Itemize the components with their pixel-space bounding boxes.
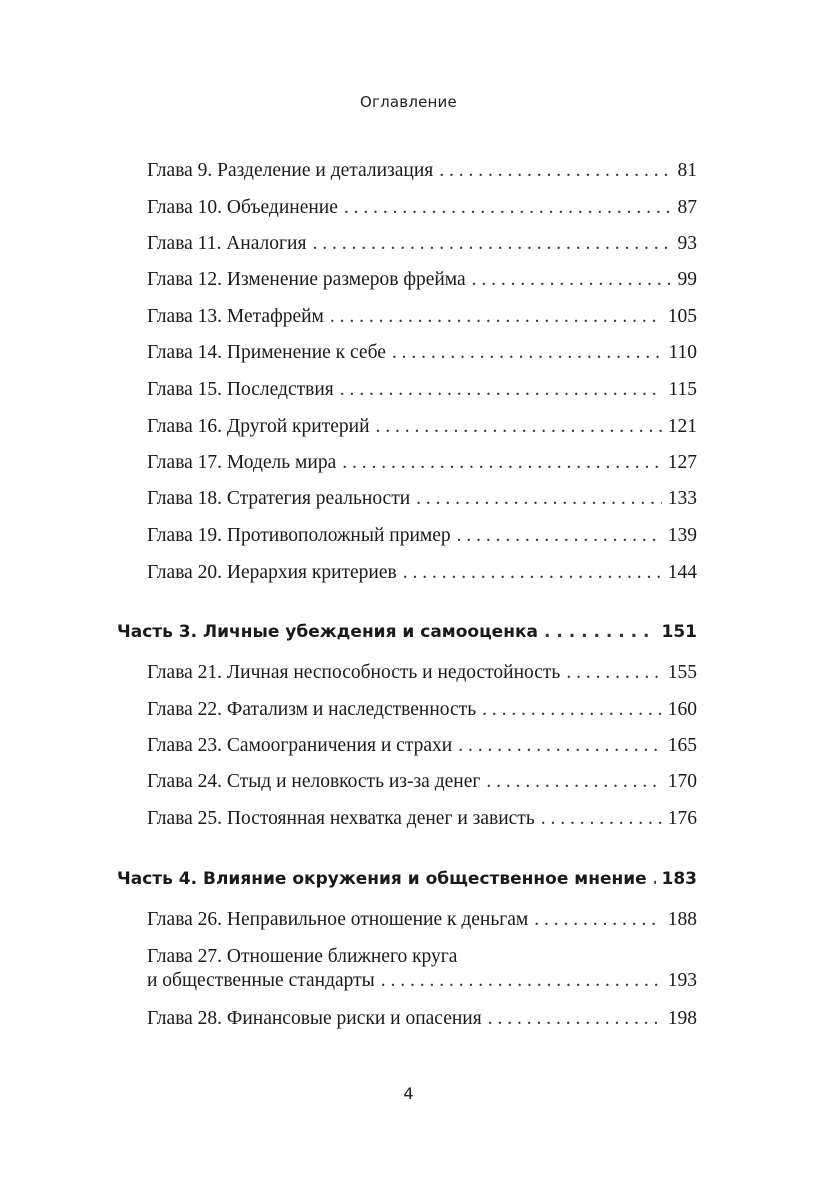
toc-entry-title: и общественные стандарты — [147, 970, 375, 991]
leader-dots — [458, 735, 662, 757]
leader-dots — [541, 808, 662, 830]
toc-entry-page: 188 — [667, 909, 697, 930]
toc-entry-page: 155 — [667, 662, 697, 683]
toc-entry-chapter-12[interactable] — [147, 269, 697, 291]
toc-entry-chapter-15[interactable] — [147, 379, 697, 401]
toc-entry-chapter-10[interactable] — [147, 197, 697, 219]
toc-entry-page: 115 — [668, 379, 697, 400]
toc-entry-chapter-11[interactable] — [147, 233, 697, 255]
leader-dots — [472, 269, 672, 291]
toc-entry-title: Глава 19. Противоположный пример — [147, 525, 451, 546]
toc-entry-chapter-18[interactable] — [147, 488, 697, 510]
toc-entry-page: 198 — [667, 1008, 697, 1029]
leader-dots — [312, 233, 671, 255]
leader-dots — [342, 452, 662, 474]
toc-entry-chapter-26[interactable] — [147, 909, 697, 931]
toc-entry-chapter-25[interactable] — [147, 808, 697, 830]
toc-entry-page: 170 — [667, 771, 697, 792]
toc-entry-page: 110 — [668, 342, 697, 363]
page-number: 4 — [403, 1084, 414, 1103]
toc-entry-page: 144 — [667, 562, 697, 583]
toc-entry-chapter-27-line1[interactable]: Глава 27. Отношение ближнего круга — [147, 946, 458, 967]
toc-entry-title: Глава 10. Объединение — [147, 197, 338, 218]
toc-entry-chapter-28[interactable] — [147, 1008, 697, 1030]
toc-entry-chapter-14[interactable] — [147, 342, 697, 364]
toc-entry-page: 139 — [667, 525, 697, 546]
toc-entry-title: Глава 23. Самоограничения и страхи — [147, 735, 453, 756]
leader-dots — [340, 379, 663, 401]
leader-dots — [392, 342, 663, 364]
toc-entry-chapter-21[interactable] — [147, 662, 697, 684]
toc-entry-title: Глава 11. Аналогия — [147, 233, 307, 254]
toc-entry-title: Глава 14. Применение к себе — [147, 342, 386, 363]
toc-entry-page: 105 — [667, 306, 697, 327]
toc-entry-title: Глава 24. Стыд и неловкость из-за денег — [147, 771, 481, 792]
toc-entry-part-4[interactable] — [117, 869, 697, 889]
toc-entry-chapter-20[interactable] — [147, 562, 697, 584]
toc-entry-chapter-23[interactable] — [147, 735, 697, 757]
toc-entry-page: 165 — [667, 735, 697, 756]
leader-dots — [403, 562, 662, 584]
toc-entry-chapter-22[interactable] — [147, 699, 697, 721]
toc-entry-title: Глава 18. Стратегия реальности — [147, 488, 411, 509]
toc-entry-page: 93 — [677, 233, 697, 254]
toc-entry-chapter-17[interactable] — [147, 452, 697, 474]
leader-dots — [482, 699, 662, 721]
toc-entry-page: 176 — [667, 808, 697, 829]
toc-entry-title: Глава 12. Изменение размеров фрейма — [147, 269, 466, 290]
leader-dots — [416, 488, 662, 510]
toc-entry-title: Глава 16. Другой критерий — [147, 416, 370, 437]
toc-entry-page: 193 — [667, 970, 697, 991]
leader-dots — [344, 197, 672, 219]
leader-dots — [457, 525, 662, 547]
toc-part-title: Часть 3. Личные убеждения и самооценка — [117, 622, 538, 642]
toc-entry-page: 127 — [667, 452, 697, 473]
toc-part-page: 151 — [661, 622, 697, 642]
toc-part-title: Часть 4. Влияние окружения и общественное мнение — [117, 869, 647, 889]
leader-dots — [653, 869, 656, 889]
toc-entry-chapter-13[interactable] — [147, 306, 697, 328]
toc-entry-page: 87 — [677, 197, 697, 218]
leader-dots — [439, 160, 671, 182]
toc-entry-title: Глава 13. Метафрейм — [147, 306, 324, 327]
leader-dots — [566, 662, 661, 684]
toc-entry-page: 99 — [677, 269, 697, 290]
toc-entry-page: 160 — [667, 699, 697, 720]
toc-entry-chapter-19[interactable] — [147, 525, 697, 547]
toc-entry-title: Глава 25. Постоянная нехватка денег и зависть — [147, 808, 535, 829]
toc-entry-title: Глава 17. Модель мира — [147, 452, 337, 473]
toc-entry-title: Глава 21. Личная неспособность и недостойность — [147, 662, 561, 683]
toc-entry-title: Глава 28. Финансовые риски и опасения — [147, 1008, 482, 1029]
leader-dots — [381, 970, 662, 992]
leader-dots — [376, 416, 662, 438]
toc-entry-page: 81 — [677, 160, 697, 181]
toc-entry-page: 121 — [667, 416, 697, 437]
toc-entry-chapter-9[interactable] — [147, 160, 697, 182]
leader-dots — [486, 771, 661, 793]
leader-dots — [544, 622, 656, 642]
running-header: Оглавление — [360, 93, 457, 111]
leader-dots — [330, 306, 662, 328]
toc-entry-title: Глава 20. Иерархия критериев — [147, 562, 397, 583]
toc-part-page: 183 — [661, 869, 697, 889]
leader-dots — [534, 909, 662, 931]
toc-entry-page: 133 — [667, 488, 697, 509]
toc-entry-chapter-24[interactable] — [147, 771, 697, 793]
toc-entry-chapter-16[interactable] — [147, 416, 697, 438]
toc-entry-title: Глава 22. Фатализм и наследственность — [147, 699, 477, 720]
toc-entry-part-3[interactable] — [117, 622, 697, 642]
toc-entry-title: Глава 15. Последствия — [147, 379, 334, 400]
toc-entry-chapter-27[interactable] — [147, 970, 697, 992]
toc-entry-title: Глава 26. Неправильное отношение к деньгам — [147, 909, 529, 930]
toc-entry-title: Глава 9. Разделение и детализация — [147, 160, 434, 181]
leader-dots — [488, 1008, 662, 1030]
